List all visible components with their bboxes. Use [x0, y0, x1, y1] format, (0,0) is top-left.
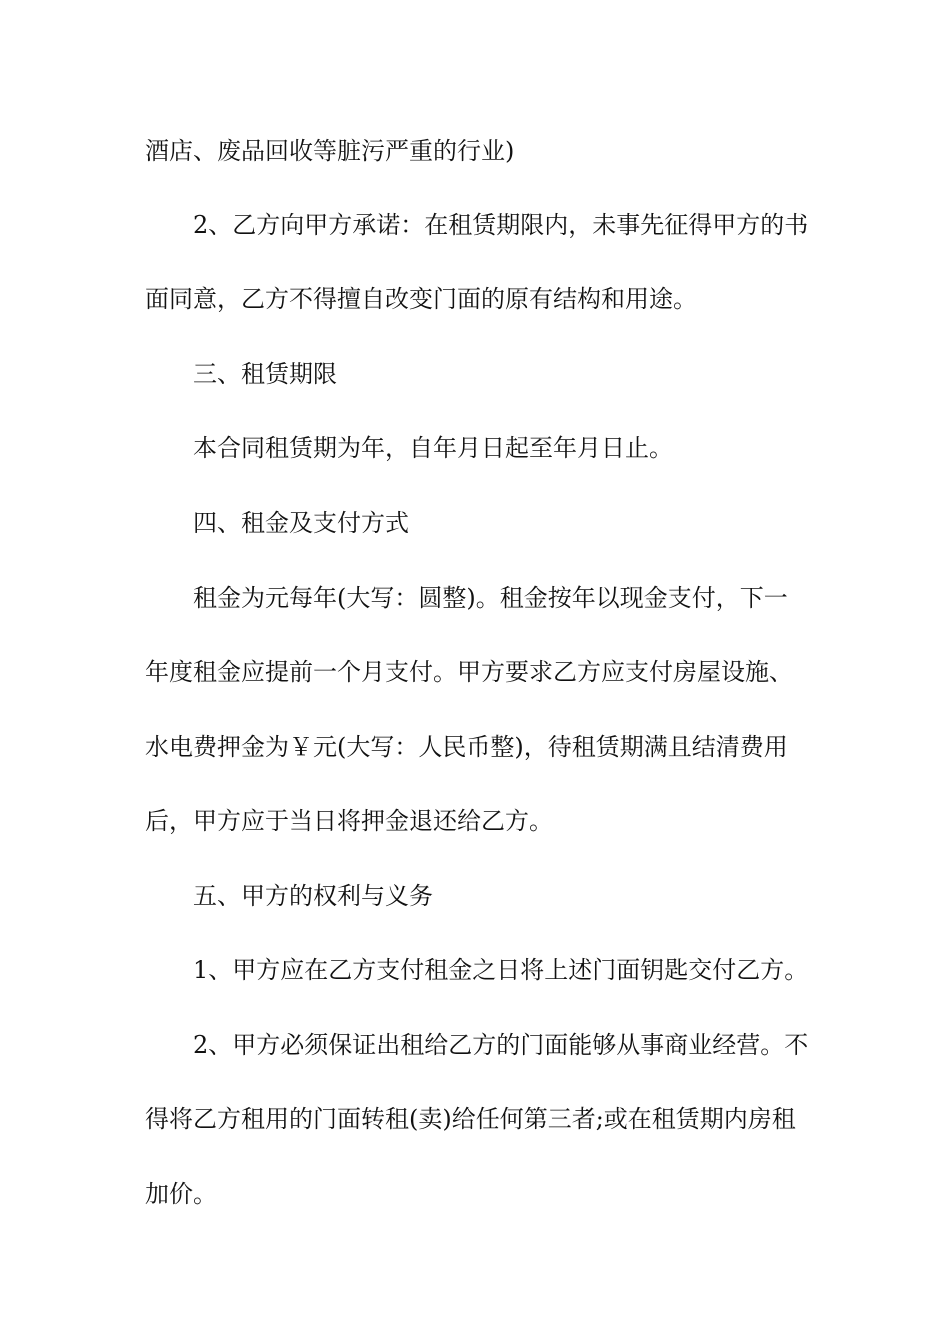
- clause-2-line: 2、甲方必须保证出租给乙方的门面能够从事商业经营。不: [193, 1031, 809, 1059]
- paragraph-line: 租金为元每年(大写：圆整)。租金按年以现金支付，下一: [193, 584, 788, 612]
- paragraph-line: 面同意，乙方不得擅自改变门面的原有结构和用途。: [145, 285, 697, 313]
- paragraph-line: 水电费押金为￥元(大写：人民币整)，待租赁期满且结清费用: [145, 733, 788, 761]
- section-heading-rent: 四、租金及支付方式: [193, 509, 409, 537]
- clause-2-line: 2、乙方向甲方承诺：在租赁期限内，未事先征得甲方的书: [193, 211, 809, 239]
- section-heading-party-a: 五、甲方的权利与义务: [193, 882, 433, 910]
- paragraph-line: 加价。: [145, 1180, 217, 1208]
- clause-1-line: 1、甲方应在乙方支付租金之日将上述门面钥匙交付乙方。: [193, 956, 809, 984]
- paragraph-line: 得将乙方租用的门面转租(卖)给任何第三者;或在租赁期内房租: [145, 1105, 796, 1133]
- paragraph-line: 后，甲方应于当日将押金退还给乙方。: [145, 807, 553, 835]
- section-heading-term: 三、租赁期限: [193, 360, 337, 388]
- paragraph-line: 年度租金应提前一个月支付。甲方要求乙方应支付房屋设施、: [145, 658, 793, 686]
- paragraph-line: 酒店、废品回收等脏污严重的行业): [145, 137, 515, 165]
- paragraph-line: 本合同租赁期为年，自年月日起至年月日止。: [193, 434, 673, 462]
